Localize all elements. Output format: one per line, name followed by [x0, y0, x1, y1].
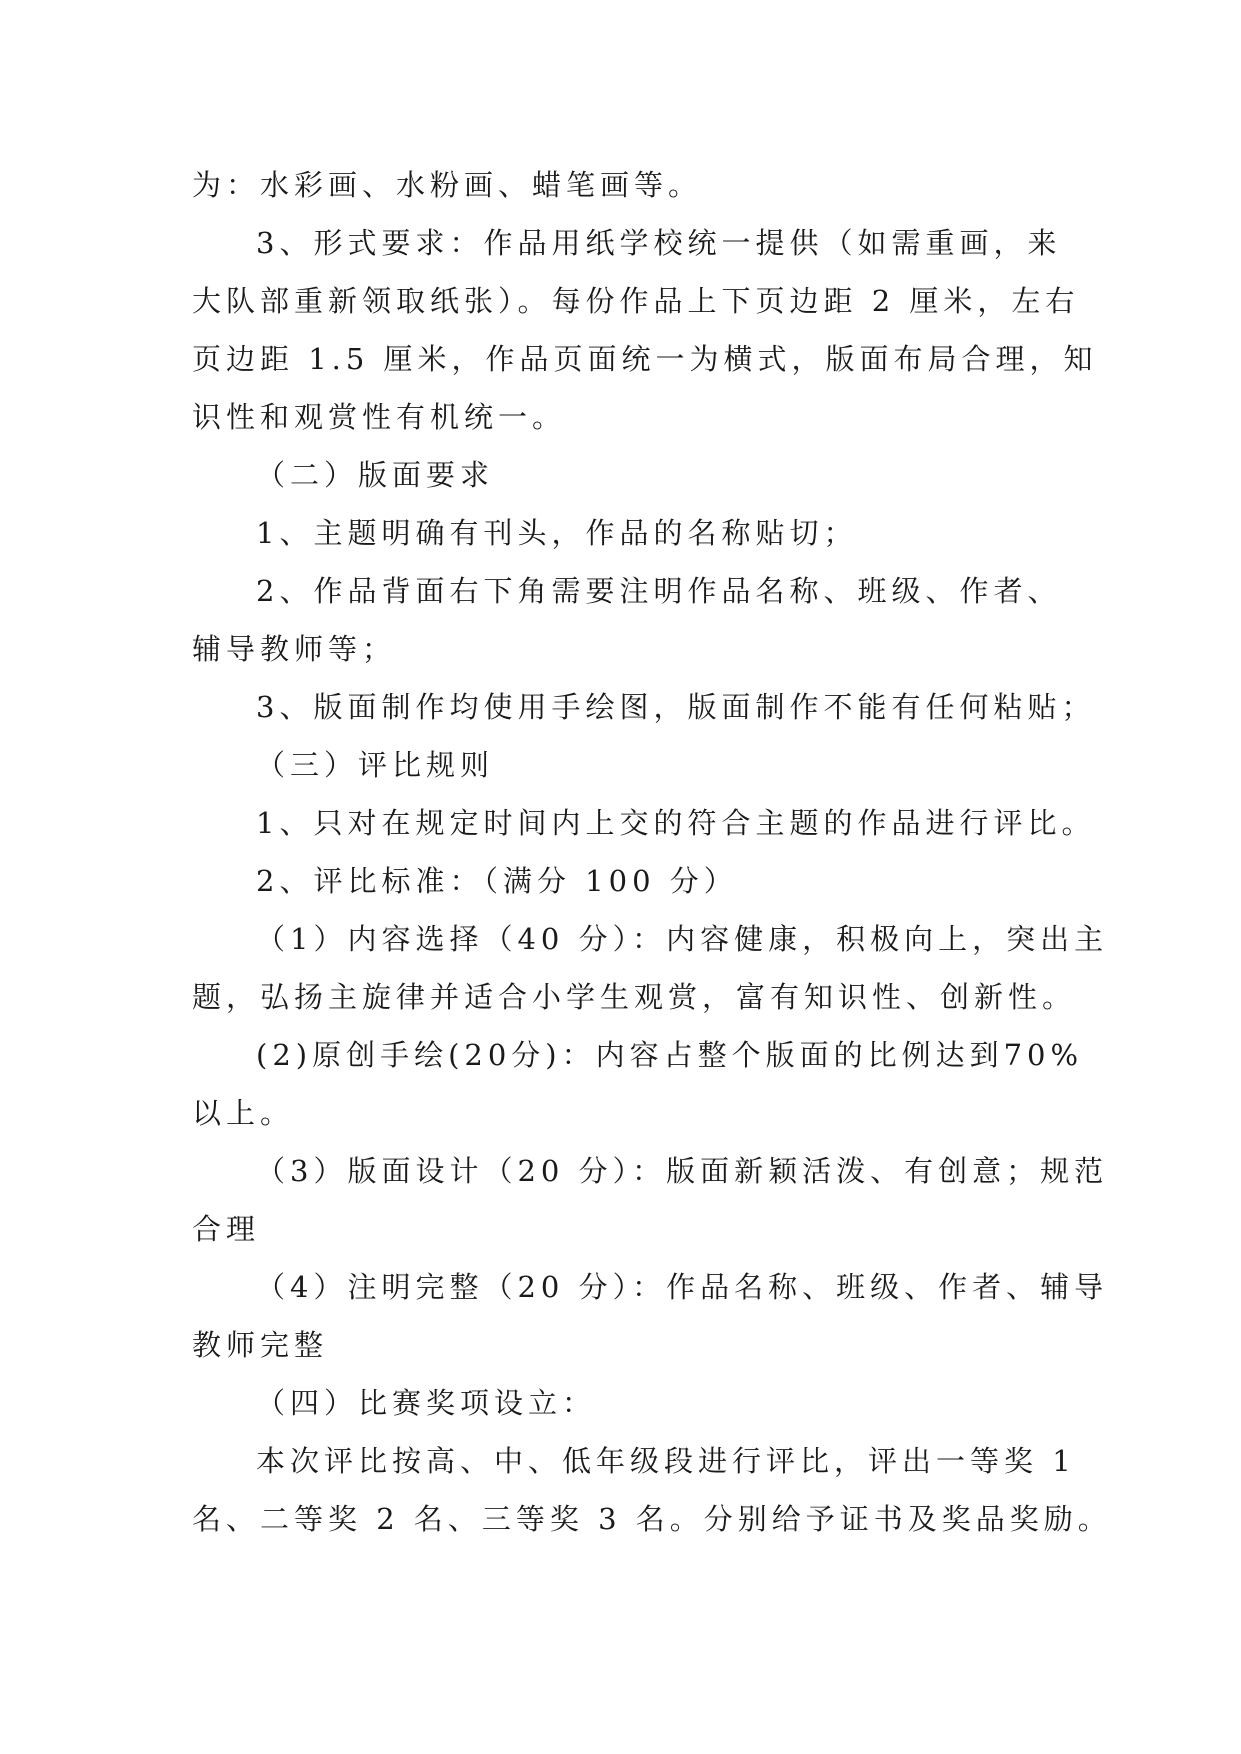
text-line-3: 大队部重新领取纸张）。每份作品上下页边距 2 厘米，左右 [192, 284, 1080, 318]
text-line-16: (2)原创手绘(20分)：内容占整个版面的比例达到70% [256, 1038, 1084, 1072]
text-line-23: 本次评比按高、中、低年级段进行评比，评出一等奖 1 [256, 1444, 1076, 1478]
text-line-10: 3、版面制作均使用手绘图，版面制作不能有任何粘贴； [256, 690, 1096, 724]
section-heading-4: （四）比赛奖项设立： [256, 1386, 597, 1420]
text-line-1: 为：水彩画、水粉画、蜡笔画等。 [192, 168, 703, 202]
text-line-19: 合理 [192, 1212, 261, 1246]
text-line-8: 2、作品背面右下角需要注明作品名称、班级、作者、 [256, 574, 1062, 608]
section-heading-2: （二）版面要求 [256, 458, 495, 492]
text-line-4: 页边距 1.5 厘米，作品页面统一为横式，版面布局合理，知 [192, 342, 1098, 376]
text-line-18: （3）版面设计（20 分）：版面新颖活泼、有创意；规范 [256, 1154, 1109, 1188]
text-line-24: 名、二等奖 2 名、三等奖 3 名。分别给予证书及奖品奖励。 [192, 1502, 1112, 1536]
text-line-5: 识性和观赏性有机统一。 [192, 400, 567, 434]
text-line-14: （1）内容选择（40 分）：内容健康，积极向上，突出主 [256, 922, 1109, 956]
text-line-15: 题，弘扬主旋律并适合小学生观赏，富有知识性、创新性。 [192, 980, 1077, 1014]
text-line-12: 1、只对在规定时间内上交的符合主题的作品进行评比。 [256, 806, 1096, 840]
document-body [192, 156, 1112, 1548]
text-line-17: 以上。 [192, 1096, 295, 1130]
text-line-13: 2、评比标准：（满分 100 分） [256, 864, 738, 898]
text-line-2: 3、形式要求：作品用纸学校统一提供（如需重画，来 [256, 226, 1062, 260]
section-heading-3: （三）评比规则 [256, 748, 495, 782]
text-line-7: 1、主题明确有刊头，作品的名称贴切； [256, 516, 858, 550]
text-line-20: （4）注明完整（20 分）：作品名称、班级、作者、辅导 [256, 1270, 1109, 1304]
text-line-9: 辅导教师等； [192, 632, 397, 666]
text-line-21: 教师完整 [192, 1328, 329, 1362]
